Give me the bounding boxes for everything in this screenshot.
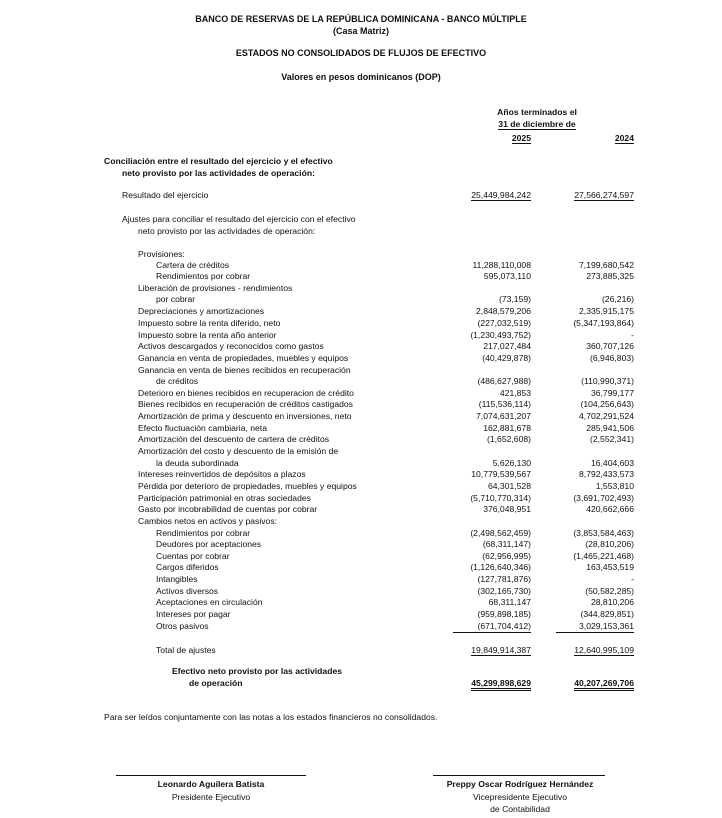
row-label: Ganancia en venta de propiedades, muebles y equipos xyxy=(138,353,349,363)
row-2024-value: 3,029,153,361 xyxy=(556,621,634,633)
period-header-line1: Años terminados el xyxy=(497,107,577,117)
year-2024-header xyxy=(540,133,634,143)
row-2025: (959,898,185) xyxy=(477,609,531,619)
row-label: Activos descargados y reconocidos como gastos xyxy=(138,341,324,351)
row-label: Aceptaciones en circulación xyxy=(156,597,263,607)
row-label: Intereses por pagar xyxy=(156,609,231,619)
row-2025: (227,032,519) xyxy=(477,318,531,328)
row-2024: (6,946,803) xyxy=(590,353,634,363)
signature-title-left: Presidente Ejecutivo xyxy=(171,792,251,802)
row-2024: 4,702,291,524 xyxy=(579,411,634,421)
row-label: Bienes recibidos en recuperación de créditos castigados xyxy=(138,399,353,409)
row-label: Gasto por incobrabilidad de cuentas por cobrar xyxy=(138,504,318,514)
row-2024: (3,691,702,493) xyxy=(573,493,634,503)
row-label: la deuda subordinada xyxy=(156,458,239,468)
net-income-2025 xyxy=(440,190,531,201)
row-label: Intangibles xyxy=(156,574,198,584)
net-cash-2024-value: 40,207,269,706 xyxy=(574,678,634,691)
row-label: Amortización del descuento de cartera de créditos xyxy=(138,434,330,444)
year-2024-text: 2024 xyxy=(614,133,634,143)
row-label: Efecto fluctuación cambiaria, neta xyxy=(138,423,267,433)
section-title-line2: neto provisto por las actividades de operación: xyxy=(122,168,315,178)
signature-name-right: Preppy Oscar Rodríguez Hernández xyxy=(446,779,594,789)
row-label: Cartera de créditos xyxy=(156,260,230,270)
row-2025: (62,956,995) xyxy=(482,551,531,561)
row-2025: (2,498,562,459) xyxy=(470,528,531,538)
row-2024: - xyxy=(631,330,634,340)
row-label: Amortización del costo y descuento de la emisión de xyxy=(138,446,339,456)
row-label: Deudores por aceptaciones xyxy=(156,539,262,549)
row-label: por cobrar xyxy=(156,294,196,304)
row-label: Provisiones: xyxy=(138,249,185,259)
row-2025: 162,881,678 xyxy=(483,423,531,433)
signature-line-right xyxy=(433,775,605,776)
row-2024: 16,404,603 xyxy=(590,458,634,468)
net-cash-label-line2: de operación xyxy=(189,678,243,688)
row-label: Rendimientos por cobrar xyxy=(156,528,251,538)
row-2024: (26,216) xyxy=(601,294,634,304)
net-income-2025-value: 25,449,984,242 xyxy=(471,190,531,200)
row-label: Activos diversos xyxy=(156,586,219,596)
row-2025: 376,048,951 xyxy=(483,504,531,514)
signature-title2-right: de Contabilidad xyxy=(490,804,550,814)
row-label: Deterioro en bienes recibidos en recuperacion de crédito xyxy=(138,388,354,398)
row-label: de créditos xyxy=(156,376,199,386)
row-2025: (1,652,608) xyxy=(487,434,531,444)
row-2025: 10,779,539,567 xyxy=(471,469,531,479)
signature-name-left: Leonardo Aguilera Batista xyxy=(157,779,265,789)
row-2024: 420,662,666 xyxy=(586,504,634,514)
row-2024: 1,553,810 xyxy=(595,481,634,491)
net-income-label: Resultado del ejercicio xyxy=(122,190,209,200)
net-cash-label-line1: Efectivo neto provisto por las actividades xyxy=(172,666,343,676)
row-2025: 595,073,110 xyxy=(483,271,531,281)
row-2024: 36,799,177 xyxy=(590,388,634,398)
bank-subtitle: (Casa Matriz) xyxy=(332,26,389,36)
row-2024: (344,829,851) xyxy=(580,609,634,619)
row-label: Intereses reinvertidos de depósitos a plazos xyxy=(138,469,306,479)
row-2025: 7,074,631,207 xyxy=(476,411,531,421)
year-2025-header xyxy=(440,133,531,143)
net-income-2024-value: 27,566,274,597 xyxy=(574,190,634,200)
row-2025-value: (671,704,412) xyxy=(453,621,531,633)
row-2024: 163,453,519 xyxy=(586,562,634,572)
row-2024: 28,810,206 xyxy=(590,597,634,607)
row-2024: 360,707,126 xyxy=(586,341,634,351)
signature-title-right: Vicepresidente Ejecutivo xyxy=(473,792,567,802)
row-label: Cuentas por cobrar xyxy=(156,551,230,561)
net-cash-2025 xyxy=(440,678,531,689)
adjustments-intro-line1: Ajustes para conciliar el resultado del ejercicio con el efectivo xyxy=(122,214,356,224)
row-2025: 64,301,528 xyxy=(487,481,531,491)
row-2025: (73,159) xyxy=(498,294,531,304)
period-header-line2-text: 31 de diciembre de xyxy=(498,119,576,129)
row-2024: (110,990,371) xyxy=(581,376,634,386)
row-2024 xyxy=(540,621,634,633)
row-2024: - xyxy=(631,574,634,584)
row-label: Impuesto sobre la renta año anterior xyxy=(138,330,277,340)
row-label: Cambios netos en activos y pasivos: xyxy=(138,516,277,526)
row-label: Cargos diferidos xyxy=(156,562,219,572)
row-2024: (28,810,206) xyxy=(585,539,634,549)
row-2025: 217,027,484 xyxy=(483,341,531,351)
row-label: Depreciaciones y amortizaciones xyxy=(138,306,265,316)
row-2024: (1,465,221,468) xyxy=(573,551,634,561)
bank-name: BANCO DE RESERVAS DE LA REPÚBLICA DOMINICANA - BANCO MÚLTIPLE xyxy=(195,14,527,24)
row-2025: (115,536,114) xyxy=(478,399,531,409)
signature-line-left xyxy=(116,775,306,776)
row-2025: 68,311,147 xyxy=(488,597,531,607)
row-2025: (127,781,876) xyxy=(477,574,531,584)
row-2025: (68,311,147) xyxy=(482,539,531,549)
row-label: Impuesto sobre la renta diferido, neto xyxy=(138,318,281,328)
row-2024: (5,347,193,864) xyxy=(573,318,634,328)
row-label: Pérdida por deterioro de propiedades, muebles y equipos xyxy=(138,481,357,491)
footnote: Para ser leídos conjuntamente con las notas a los estados financieros no consolidados. xyxy=(104,712,438,722)
row-label: Rendimientos por cobrar xyxy=(156,271,251,281)
row-2024: (3,853,584,463) xyxy=(573,528,634,538)
total-adjustments-label: Total de ajustes xyxy=(156,645,216,655)
net-income-2024 xyxy=(540,190,634,201)
row-2024: 2,335,915,175 xyxy=(579,306,634,316)
section-title-line1: Conciliación entre el resultado del ejercicio y el efectivo xyxy=(104,156,333,166)
row-2025: (1,230,493,752) xyxy=(470,330,531,340)
row-2025: 421,853 xyxy=(499,388,531,398)
row-2025: (1,126,640,346) xyxy=(470,562,531,572)
row-label: Ganancia en venta de bienes recibidos en recuperación xyxy=(138,365,351,375)
row-label: Amortización de prima y descuento en inversiones, neto xyxy=(138,411,352,421)
row-2024: 7,199,680,542 xyxy=(579,260,634,270)
row-2025: (40,429,878) xyxy=(482,353,531,363)
row-label: Participación patrimonial en otras sociedades xyxy=(138,493,311,503)
row-2025: 5,626,130 xyxy=(492,458,531,468)
row-2024: 8,792,433,573 xyxy=(579,469,634,479)
statement-title: ESTADOS NO CONSOLIDADOS DE FLUJOS DE EFECTIVO xyxy=(235,48,487,58)
total-adjustments-2024 xyxy=(540,645,634,656)
row-2024: 273,885,325 xyxy=(586,271,634,281)
currency-note: Valores en pesos dominicanos (DOP) xyxy=(281,72,441,82)
total-adjustments-2024-value: 12,640,995,109 xyxy=(574,645,634,655)
row-label: Liberación de provisiones - rendimientos xyxy=(138,283,293,293)
row-2024: 285,941,506 xyxy=(586,423,634,433)
net-cash-2025-value: 45,299,898,629 xyxy=(471,678,531,691)
row-2024: (50,582,285) xyxy=(585,586,634,596)
row-2025: 11,288,110,008 xyxy=(472,260,531,270)
year-2025-text: 2025 xyxy=(511,133,531,143)
row-2025 xyxy=(440,621,531,633)
total-adjustments-2025-value: 19,849,914,387 xyxy=(471,645,531,655)
row-2025: (302,165,730) xyxy=(477,586,531,596)
net-cash-2024 xyxy=(540,678,634,689)
row-label: Otros pasivos xyxy=(156,621,209,631)
adjustments-intro-line2: neto provisto por las actividades de operación: xyxy=(138,226,316,236)
row-2025: 2,848,579,206 xyxy=(476,306,531,316)
period-header-line2 xyxy=(440,119,634,129)
row-2024: (104,256,643) xyxy=(580,399,634,409)
row-2025: (5,710,770,314) xyxy=(470,493,531,503)
row-2025: (486,627,988) xyxy=(477,376,531,386)
row-2024: (2,552,341) xyxy=(590,434,634,444)
total-adjustments-2025 xyxy=(440,645,531,656)
